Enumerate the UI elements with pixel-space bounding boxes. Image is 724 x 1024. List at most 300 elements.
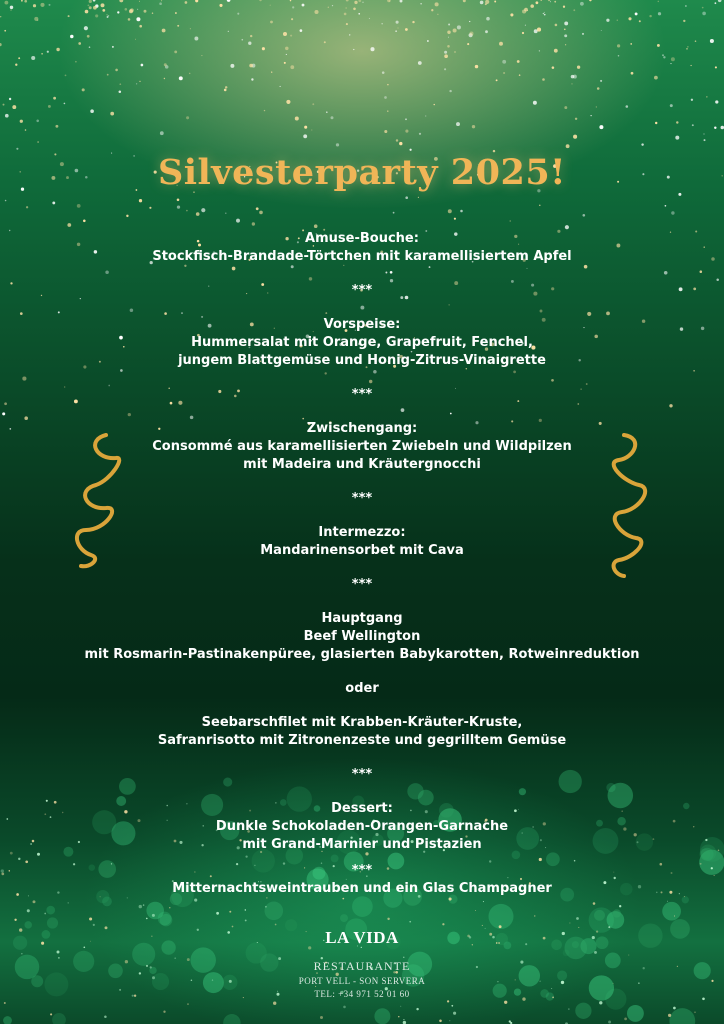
glitter-sparkle	[662, 54, 664, 56]
glitter-sparkle	[554, 49, 558, 53]
glitter-sparkle	[53, 97, 56, 100]
glitter-sparkle	[139, 199, 142, 202]
glitter-sparkle	[457, 25, 461, 29]
glitter-sparkle	[107, 74, 109, 76]
glitter-sparkle	[342, 898, 344, 900]
glitter-sparkle	[618, 55, 620, 57]
glitter-sparkle	[510, 220, 511, 221]
glitter-sparkle	[83, 220, 86, 223]
glitter-sparkle	[635, 12, 638, 15]
glitter-sparkle	[714, 2, 716, 4]
glitter-sparkle	[475, 910, 476, 911]
glitter-sparkle	[530, 4, 534, 8]
glitter-sparkle	[427, 40, 429, 42]
glitter-sparkle	[690, 65, 691, 66]
glitter-sparkle	[397, 27, 398, 28]
glitter-sparkle	[673, 1007, 676, 1010]
glitter-sparkle	[37, 141, 39, 143]
glitter-sparkle	[400, 1006, 401, 1007]
course-amuse	[0, 230, 724, 266]
glitter-sparkle	[582, 33, 584, 35]
glitter-sparkle	[219, 4, 222, 7]
glitter-sparkle	[589, 0, 591, 1]
glitter-sparkle	[119, 83, 121, 85]
glitter-sparkle	[89, 0, 92, 3]
glitter-sparkle	[444, 54, 448, 58]
glitter-sparkle	[280, 86, 281, 87]
glitter-sparkle	[189, 73, 191, 75]
bokeh-light	[352, 896, 373, 917]
glitter-sparkle	[482, 925, 483, 926]
glitter-sparkle	[412, 21, 414, 23]
glitter-sparkle	[522, 32, 524, 34]
glitter-sparkle	[237, 13, 239, 15]
glitter-sparkle	[186, 116, 189, 119]
bokeh-light	[265, 902, 284, 921]
glitter-sparkle	[0, 16, 1, 17]
glitter-sparkle	[68, 902, 69, 903]
or-divider: oder	[345, 681, 379, 696]
glitter-sparkle	[470, 32, 474, 36]
glitter-sparkle	[573, 75, 577, 79]
glitter-sparkle	[135, 39, 136, 40]
glitter-sparkle	[286, 100, 290, 104]
bokeh-light	[52, 1013, 66, 1024]
glitter-sparkle	[152, 914, 155, 917]
glitter-sparkle	[265, 906, 267, 908]
glitter-sparkle	[715, 66, 717, 68]
glitter-sparkle	[286, 54, 287, 55]
glitter-sparkle	[494, 1, 496, 3]
glitter-sparkle	[93, 6, 97, 10]
course-vorspeise	[0, 316, 724, 370]
glitter-sparkle	[41, 53, 43, 55]
glitter-sparkle	[564, 34, 567, 37]
glitter-sparkle	[676, 121, 678, 123]
glitter-sparkle	[48, 105, 51, 108]
glitter-sparkle	[5, 200, 7, 202]
glitter-sparkle	[393, 212, 395, 214]
glitter-sparkle	[84, 26, 88, 30]
bokeh-light	[3, 1016, 12, 1024]
glitter-sparkle	[704, 139, 706, 141]
glitter-sparkle	[303, 134, 307, 138]
glitter-sparkle	[130, 8, 134, 12]
glitter-sparkle	[227, 0, 231, 2]
glitter-sparkle	[395, 30, 397, 32]
glitter-sparkle	[224, 89, 227, 92]
glitter-sparkle	[190, 28, 191, 29]
glitter-sparkle	[259, 211, 263, 215]
glitter-sparkle	[20, 120, 23, 123]
glitter-sparkle	[344, 13, 347, 16]
glitter-sparkle	[405, 130, 408, 133]
glitter-sparkle	[509, 1020, 511, 1022]
glitter-sparkle	[370, 47, 374, 51]
glitter-sparkle	[537, 28, 541, 32]
glitter-sparkle	[139, 25, 142, 28]
glitter-sparkle	[448, 37, 449, 38]
glitter-sparkle	[55, 125, 58, 128]
glitter-sparkle	[285, 47, 288, 50]
glitter-sparkle	[179, 76, 183, 80]
glitter-sparkle	[40, 3, 44, 7]
glitter-sparkle	[630, 43, 632, 45]
glitter-sparkle	[290, 0, 291, 1]
glitter-sparkle	[290, 35, 292, 37]
glitter-sparkle	[439, 1020, 442, 1023]
course-line: Consommé aus karamellisierten Zwiebeln und Wildpilzen	[152, 439, 572, 454]
glitter-sparkle	[639, 20, 641, 22]
glitter-sparkle	[657, 44, 660, 47]
glitter-sparkle	[569, 923, 570, 924]
glitter-sparkle	[95, 14, 98, 17]
glitter-sparkle	[15, 64, 17, 66]
course-heading: Zwischengang:	[306, 421, 418, 436]
glitter-sparkle	[44, 913, 46, 915]
glitter-sparkle	[606, 19, 609, 22]
course-intermezzo	[0, 524, 724, 560]
glitter-sparkle	[149, 207, 151, 209]
course-zwischengang	[0, 420, 724, 474]
glitter-sparkle	[295, 116, 299, 120]
glitter-sparkle	[608, 1021, 611, 1024]
glitter-sparkle	[201, 208, 205, 212]
glitter-sparkle	[75, 61, 77, 63]
glitter-sparkle	[248, 42, 251, 45]
glitter-sparkle	[320, 1016, 323, 1019]
glitter-sparkle	[311, 129, 312, 130]
glitter-sparkle	[524, 8, 528, 12]
glitter-sparkle	[14, 919, 16, 921]
restaurant-footer	[0, 928, 724, 1001]
glitter-sparkle	[695, 40, 697, 42]
glitter-sparkle	[409, 149, 411, 151]
glitter-sparkle	[354, 1, 357, 4]
glitter-sparkle	[90, 109, 94, 113]
glitter-sparkle	[304, 126, 307, 129]
glitter-sparkle	[565, 44, 566, 45]
glitter-sparkle	[136, 83, 137, 84]
glitter-sparkle	[119, 0, 123, 2]
glitter-sparkle	[600, 80, 602, 82]
glitter-sparkle	[504, 1001, 507, 1004]
glitter-sparkle	[472, 125, 475, 128]
glitter-sparkle	[403, 1019, 404, 1020]
glitter-sparkle	[78, 42, 81, 45]
glitter-sparkle	[139, 81, 140, 82]
glitter-sparkle	[64, 103, 66, 105]
restaurant-subtitle: RESTAURANTE	[313, 959, 411, 973]
glitter-sparkle	[499, 42, 503, 46]
glitter-sparkle	[667, 901, 668, 902]
glitter-sparkle	[177, 199, 180, 202]
glitter-sparkle	[177, 205, 180, 208]
glitter-sparkle	[665, 205, 667, 207]
glitter-sparkle	[382, 71, 385, 74]
glitter-sparkle	[563, 6, 565, 8]
glitter-sparkle	[534, 915, 535, 916]
glitter-sparkle	[617, 19, 618, 20]
glitter-sparkle	[186, 210, 188, 212]
glitter-sparkle	[448, 24, 450, 26]
glitter-sparkle	[270, 21, 273, 24]
glitter-sparkle	[324, 41, 326, 43]
glitter-sparkle	[349, 34, 350, 35]
glitter-sparkle	[418, 197, 419, 198]
glitter-sparkle	[300, 29, 303, 32]
glitter-sparkle	[102, 9, 105, 12]
separator: ***	[351, 387, 373, 402]
glitter-sparkle	[18, 57, 20, 59]
glitter-sparkle	[502, 60, 506, 64]
glitter-sparkle	[405, 28, 408, 31]
glitter-sparkle	[628, 17, 631, 20]
course-line: Safranrisotto mit Zitronenzeste und gegrilltem Gemüse	[157, 733, 567, 748]
glitter-sparkle	[453, 1012, 456, 1015]
glitter-sparkle	[552, 66, 555, 69]
glitter-sparkle	[68, 15, 70, 17]
glitter-sparkle	[599, 1001, 602, 1004]
glitter-sparkle	[292, 6, 294, 8]
glitter-sparkle	[82, 88, 85, 91]
glitter-sparkle	[196, 212, 200, 216]
glitter-sparkle	[225, 213, 226, 214]
glitter-sparkle	[619, 905, 621, 907]
glitter-sparkle	[262, 47, 265, 50]
glitter-sparkle	[544, 12, 545, 13]
glitter-sparkle	[119, 91, 122, 94]
glitter-sparkle	[655, 122, 657, 124]
glitter-sparkle	[456, 122, 460, 126]
glitter-sparkle	[533, 101, 537, 105]
glitter-sparkle	[245, 919, 247, 921]
glitter-sparkle	[649, 15, 651, 17]
glitter-sparkle	[396, 139, 398, 141]
glitter-sparkle	[33, 900, 36, 903]
glitter-sparkle	[400, 0, 403, 2]
glitter-sparkle	[496, 79, 498, 81]
glitter-sparkle	[159, 2, 162, 5]
glitter-sparkle	[362, 2, 363, 3]
glitter-sparkle	[141, 64, 144, 67]
glitter-sparkle	[384, 130, 387, 133]
glitter-sparkle	[162, 29, 166, 33]
glitter-sparkle	[161, 0, 162, 1]
glitter-sparkle	[47, 51, 49, 53]
separator: ***	[351, 863, 373, 878]
glitter-sparkle	[525, 25, 526, 26]
course-heading: Dessert:	[331, 801, 393, 816]
glitter-sparkle	[346, 0, 349, 1]
glitter-sparkle	[5, 114, 9, 118]
bokeh-light	[47, 917, 58, 928]
glitter-sparkle	[710, 39, 714, 43]
glitter-sparkle	[10, 10, 11, 11]
glitter-sparkle	[89, 6, 92, 9]
glitter-sparkle	[264, 110, 265, 111]
glitter-sparkle	[654, 76, 658, 80]
course-line: Dunkle Schokoladen-Orangen-Garnache	[215, 819, 509, 834]
glitter-sparkle	[542, 78, 545, 81]
glitter-sparkle	[101, 3, 105, 7]
glitter-sparkle	[27, 909, 30, 912]
bokeh-light	[575, 1003, 591, 1019]
glitter-sparkle	[4, 1, 8, 5]
glitter-sparkle	[12, 105, 16, 109]
glitter-sparkle	[87, 35, 90, 38]
glitter-sparkle	[70, 35, 73, 38]
glitter-sparkle	[670, 63, 671, 64]
glitter-sparkle	[225, 86, 227, 88]
glitter-sparkle	[617, 44, 620, 47]
glitter-sparkle	[3, 104, 5, 106]
glitter-sparkle	[384, 96, 387, 99]
glitter-sparkle	[112, 46, 114, 48]
glitter-sparkle	[431, 9, 433, 11]
glitter-sparkle	[326, 111, 328, 113]
glitter-sparkle	[358, 13, 360, 15]
glitter-sparkle	[201, 55, 202, 56]
glitter-sparkle	[104, 1016, 107, 1019]
glitter-sparkle	[314, 10, 318, 14]
glitter-sparkle	[252, 222, 255, 225]
bokeh-light	[374, 1008, 390, 1024]
glitter-sparkle	[419, 133, 421, 135]
glitter-sparkle	[663, 56, 665, 58]
glitter-sparkle	[89, 917, 92, 920]
glitter-sparkle	[25, 129, 27, 131]
glitter-sparkle	[314, 224, 318, 228]
bokeh-light	[158, 912, 172, 926]
glitter-sparkle	[195, 0, 198, 2]
glitter-sparkle	[577, 66, 580, 69]
glitter-sparkle	[353, 8, 356, 11]
glitter-sparkle	[721, 126, 724, 130]
separator: ***	[351, 283, 373, 298]
glitter-sparkle	[576, 917, 579, 920]
course-line: Seebarschfilet mit Krabben-Kräuter-Kruste,	[201, 715, 523, 730]
glitter-sparkle	[336, 143, 339, 146]
glitter-sparkle	[405, 118, 407, 120]
glitter-sparkle	[229, 911, 231, 913]
glitter-sparkle	[599, 125, 603, 129]
glitter-sparkle	[449, 90, 451, 92]
glitter-sparkle	[460, 210, 463, 213]
midnight-line: Mitternachtsweintrauben und ein Glas Champagner	[172, 881, 552, 896]
glitter-sparkle	[387, 84, 389, 86]
glitter-sparkle	[692, 124, 694, 126]
glitter-sparkle	[93, 924, 95, 926]
glitter-sparkle	[454, 51, 455, 52]
glitter-sparkle	[539, 205, 540, 206]
glitter-sparkle	[434, 104, 435, 105]
glitter-sparkle	[106, 14, 107, 15]
glitter-sparkle	[242, 39, 244, 41]
glitter-sparkle	[290, 65, 294, 69]
glitter-sparkle	[312, 103, 314, 105]
glitter-sparkle	[624, 1018, 627, 1021]
separator: ***	[351, 577, 373, 592]
glitter-sparkle	[658, 12, 661, 15]
glitter-sparkle	[163, 1011, 165, 1013]
course-heading: Vorspeise:	[323, 317, 401, 332]
glitter-sparkle	[671, 211, 674, 214]
glitter-sparkle	[175, 12, 177, 14]
glitter-sparkle	[691, 99, 693, 101]
bokeh-light	[662, 902, 681, 921]
glitter-sparkle	[641, 143, 643, 145]
glitter-sparkle	[382, 23, 383, 24]
glitter-sparkle	[160, 131, 164, 135]
glitter-sparkle	[555, 24, 558, 27]
glitter-sparkle	[398, 1016, 399, 1017]
course-line: mit Madeira und Kräutergnocchi	[243, 457, 481, 472]
glitter-sparkle	[33, 4, 36, 7]
glitter-sparkle	[564, 21, 568, 25]
bokeh-light	[46, 906, 55, 915]
glitter-sparkle	[228, 31, 229, 32]
glitter-sparkle	[52, 201, 55, 204]
bokeh-light	[594, 910, 605, 921]
restaurant-phone: TEL: +34 971 52 01 60	[314, 989, 410, 999]
glitter-sparkle	[137, 9, 138, 10]
glitter-sparkle	[447, 45, 450, 48]
glitter-sparkle	[626, 105, 629, 108]
course-line: jungem Blattgemüse und Honig-Zitrus-Vinaigrette	[178, 353, 546, 368]
glitter-sparkle	[536, 1, 539, 4]
restaurant-logo: LA VIDA	[325, 928, 399, 947]
glitter-sparkle	[568, 1009, 569, 1010]
glitter-sparkle	[675, 136, 679, 140]
course-heading: Amuse-Bouche:	[305, 231, 419, 246]
glitter-sparkle	[396, 21, 399, 24]
glitter-sparkle	[694, 1011, 695, 1012]
glitter-sparkle	[670, 104, 673, 107]
glitter-sparkle	[444, 51, 447, 54]
glitter-sparkle	[343, 1006, 346, 1009]
glitter-sparkle	[702, 12, 706, 16]
glitter-sparkle	[136, 17, 140, 21]
glitter-sparkle	[467, 43, 469, 45]
glitter-sparkle	[31, 56, 35, 60]
glitter-sparkle	[399, 142, 402, 145]
glitter-sparkle	[405, 196, 408, 199]
glitter-sparkle	[674, 915, 675, 916]
glitter-sparkle	[353, 49, 354, 50]
glitter-sparkle	[259, 0, 261, 1]
glitter-sparkle	[453, 28, 457, 32]
glitter-sparkle	[125, 8, 128, 11]
glitter-sparkle	[454, 218, 456, 220]
glitter-sparkle	[582, 214, 585, 217]
glitter-sparkle	[50, 1013, 52, 1015]
glitter-sparkle	[110, 112, 114, 116]
glitter-sparkle	[270, 5, 271, 6]
glitter-sparkle	[88, 5, 90, 7]
glitter-sparkle	[687, 46, 688, 47]
glitter-sparkle	[273, 1002, 276, 1005]
course-line: mit Grand-Marnier und Pistazien	[242, 837, 482, 852]
bokeh-light	[488, 904, 513, 929]
glitter-sparkle	[718, 0, 722, 2]
glitter-sparkle	[194, 899, 197, 902]
glitter-sparkle	[714, 126, 716, 128]
glitter-sparkle	[271, 71, 272, 72]
glitter-sparkle	[416, 1008, 418, 1010]
glitter-sparkle	[437, 14, 438, 15]
glitter-sparkle	[571, 83, 572, 84]
